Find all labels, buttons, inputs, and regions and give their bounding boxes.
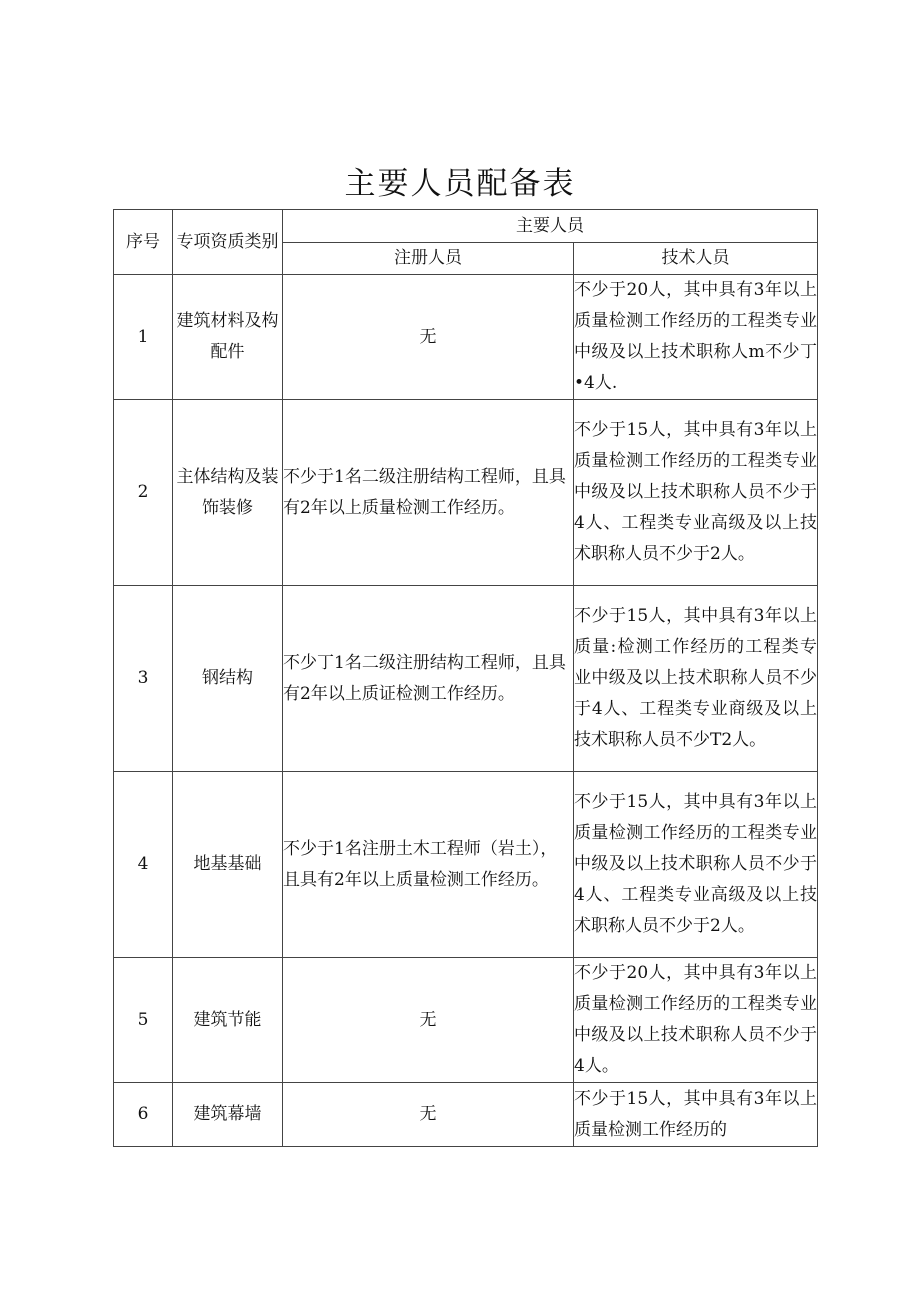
cell-seq: 4 [114,772,173,958]
cell-registered: 不少于1名二级注册结构工程师，且具有2年以上质量检测工作经历。 [283,400,574,586]
cell-registered: 无 [283,958,574,1083]
staff-table [113,209,818,1147]
header-row-1 [114,210,818,243]
header-technical: 技术人员 [574,243,818,275]
cell-technical: 不少于15人，其中具有3年以上质量检测工作经历的工程类专业中级及以上技术职称人员不少于4人、工程类专业高级及以上技术职称人员不少于2人。 [574,400,818,586]
page-title: 主要人员配备表 [344,166,576,202]
table-row [114,772,818,958]
cell-seq: 1 [114,275,173,400]
cell-category: 钢结构 [173,586,283,772]
cell-technical: 不少于15人，其中具有3年以上质量检测工作经历的工程类专业中级及以上技术职称人员不少于4人、工程类专业高级及以上技术职称人员不少于2人。 [574,772,818,958]
table-row [114,586,818,772]
cell-category: 建筑幕墙 [173,1083,283,1147]
cell-registered: 不少于1名注册土木工程师（岩土），且具有2年以上质量检测工作经历。 [283,772,574,958]
table-row [114,400,818,586]
cell-registered: 无 [283,275,574,400]
cell-category: 主体结构及装饰装修 [173,400,283,586]
header-category: 专项资质类别 [173,210,283,275]
cell-registered: 不少丁1名二级注册结构工程师，且具有2年以上质证检测工作经历。 [283,586,574,772]
cell-technical: 不少于20人，其中具有3年以上质量检测工作经历的工程类专业中级及以上技术职称人m不少丁•4人. [574,275,818,400]
cell-seq: 2 [114,400,173,586]
cell-category: 建筑材料及构配件 [173,275,283,400]
cell-technical: 不少于20人，其中具有3年以上质量检测工作经历的工程类专业中级及以上技术职称人员不少于4人。 [574,958,818,1083]
cell-category: 建筑节能 [173,958,283,1083]
cell-seq: 6 [114,1083,173,1147]
cell-seq: 3 [114,586,173,772]
header-registered: 注册人员 [283,243,574,275]
table-row [114,958,818,1083]
header-main-staff: 主要人员 [283,210,818,243]
table-row [114,1083,818,1147]
cell-technical: 不少于15人，其中具有3年以上质量检测工作经历的 [574,1083,818,1147]
cell-category: 地基基础 [173,772,283,958]
cell-registered: 无 [283,1083,574,1147]
table-row [114,275,818,400]
cell-seq: 5 [114,958,173,1083]
cell-technical: 不少于15人，其中具有3年以上质量:检测工作经历的工程类专业中级及以上技术职称人员不少于4人、工程类专业商级及以上技术职称人员不少T2人。 [574,586,818,772]
header-seq: 序号 [114,210,173,275]
